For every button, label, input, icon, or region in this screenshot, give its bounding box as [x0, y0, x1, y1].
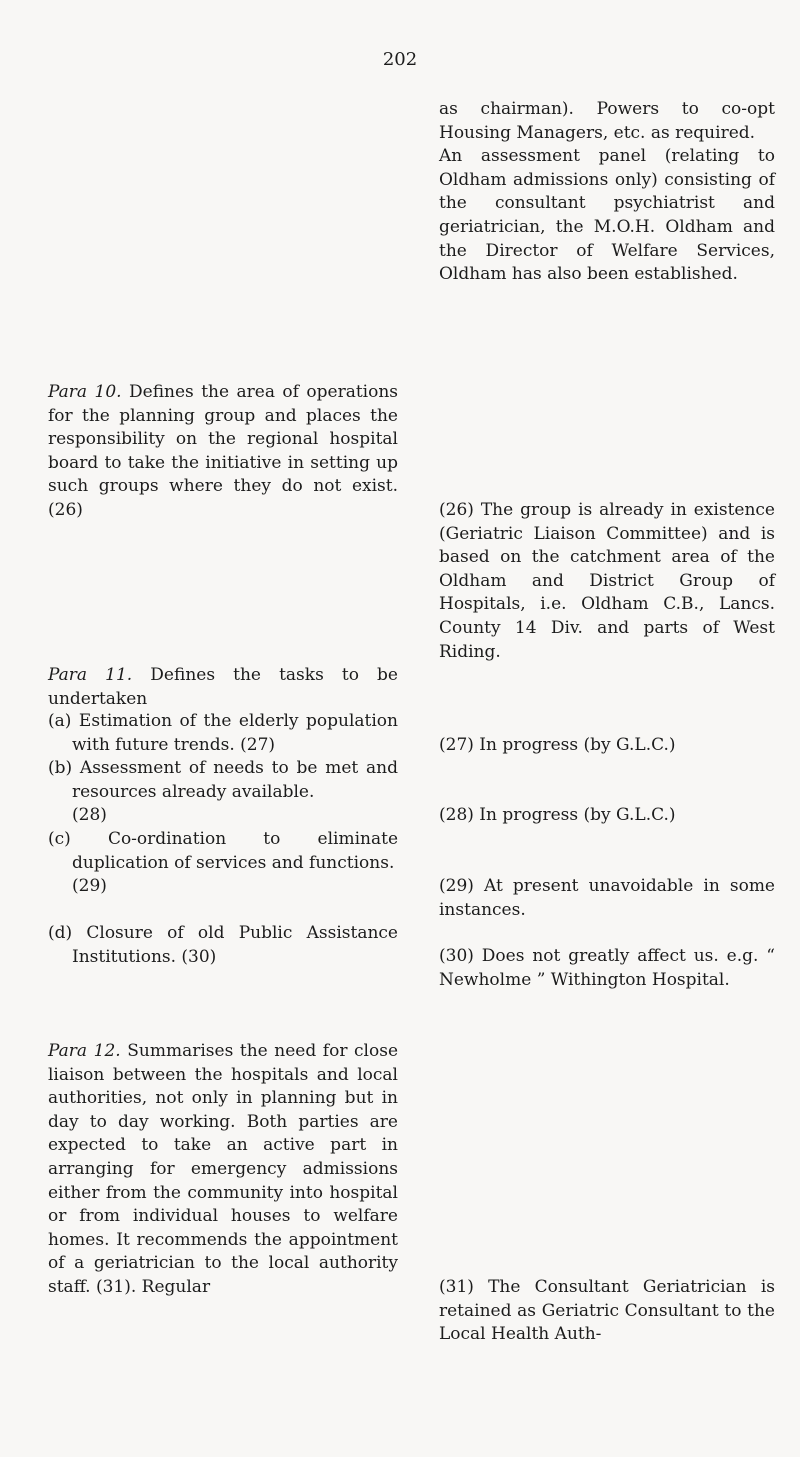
note-text: (30) Does not greatly affect us. e.g. “ Newholme ” Withington Hospital.: [439, 946, 775, 990]
para-11: [48, 664, 398, 711]
list-item: (b) Assessment of needs to be met and resources already available.: [48, 758, 398, 802]
note-29: [439, 875, 775, 922]
note-26: [439, 499, 775, 664]
para-label: Para 12.: [48, 1041, 121, 1061]
list-item: (a) Estimation of the elderly population with future trends. (27): [48, 711, 398, 755]
para-label: Para 10.: [48, 382, 122, 402]
para-label: Para 11.: [48, 665, 133, 685]
right-top-text: [439, 98, 775, 287]
list-item: (d) Closure of old Public Assistance Institutions. (30): [48, 923, 398, 967]
para-11-item-a: [48, 710, 398, 757]
para-11-item-c: [48, 828, 398, 899]
note-28: [439, 804, 775, 828]
list-item: (c) Co-ordination to eliminate duplication of services and functions.: [48, 829, 398, 873]
para-11-item-b: [48, 757, 398, 828]
note-text: (27) In progress (by G.L.C.): [439, 735, 676, 755]
para-10: [48, 381, 398, 523]
item-ref: (28): [72, 805, 107, 826]
para-11-item-d: [48, 922, 398, 969]
note-30: [439, 945, 775, 992]
para-text: Defines the area of operations for the planning group and places the responsibility on the regional hospital board to take the initiative in setting up such groups where they do not exist. (26): [48, 382, 399, 520]
note-text: (28) In progress (by G.L.C.): [439, 805, 676, 825]
para-12: [48, 1040, 398, 1300]
para-text: Defines the tasks to be undertaken: [48, 665, 398, 709]
note-text: (29) At present unavoidable in some instances.: [439, 876, 775, 920]
note-31: [439, 1276, 775, 1347]
right-top-paragraph: as chairman). Powers to co-opt Housing Managers, etc. as required.: [439, 99, 775, 143]
right-top-paragraph: An assessment panel (relating to Oldham admissions only) consisting of the consultant psychiatrist and geriatrician, the M.O.H. Oldham and the Director of Welfare Services, Oldham has also been established.: [439, 146, 775, 285]
note-27: [439, 734, 775, 758]
page-number: 202: [382, 49, 418, 70]
note-text: (26) The group is already in existence (Geriatric Liaison Committee) and is based on the catchment area of the Oldham and District Group of Hospitals, i.e. Oldham C.B., Lancs. County 14 Div. and parts of West Riding.: [439, 500, 775, 662]
note-text: (31) The Consultant Geriatrician is retained as Geriatric Consultant to the Local Health Auth-: [439, 1277, 775, 1345]
para-text: Summarises the need for close liaison between the hospitals and local authorities, not only in planning but in day to day working. Both parties are expected to take an active part in arranging for emergency admissions either from the community into hospital or from individual houses to welfare homes. It recommends the appointment of a geriatrician to the local authority staff. (31). Regular: [48, 1041, 399, 1297]
item-ref: (29): [72, 876, 107, 897]
